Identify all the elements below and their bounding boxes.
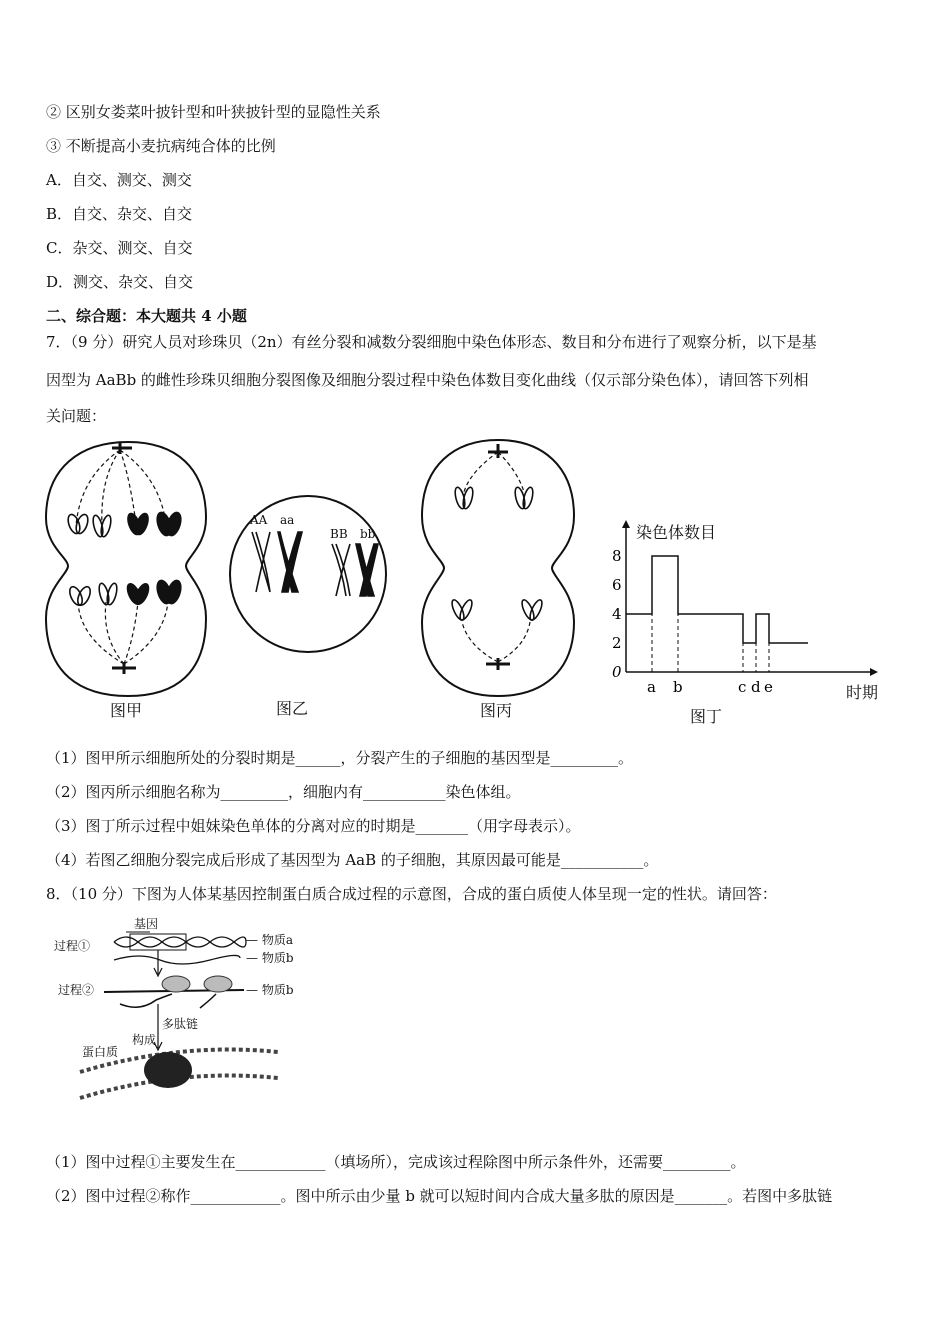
label-constitute: 构成: [132, 1033, 157, 1047]
ribosome-1: [162, 976, 190, 992]
q8-sub1: （1）图中过程①主要发生在____________（填场所），完成该过程除图中所示条件外，还需要_________。: [46, 1153, 746, 1171]
x-tick-label: d: [751, 678, 761, 696]
choice-a: A．自交、测交、测交: [46, 171, 192, 189]
spindle-bing-top: [464, 452, 524, 492]
choice-b: B．自交、杂交、自交: [46, 205, 193, 223]
tetrad-b: [332, 544, 378, 596]
y-tick-label: 2: [612, 634, 622, 652]
option-item-2: ② 区别女娄菜叶披针型和叶狭披针型的显隐性关系: [46, 103, 381, 121]
q7-sub1: （1）图甲所示细胞所处的分裂时期是______，分裂产生的子细胞的基因型是_________。: [46, 749, 634, 767]
label-substance-a: — 物质a: [246, 933, 293, 947]
q8-sub2: （2）图中过程②称作____________。图中所示由少量 b 就可以短时间内合成大量多肽的原因是_______。若图中多肽链: [46, 1187, 833, 1205]
series-line: [626, 556, 808, 643]
label-substance-b2: — 物质b: [246, 983, 294, 997]
section-title: 二、综合题：本大题共 4 小题: [46, 307, 247, 325]
label-bb: bb: [360, 527, 376, 541]
centrosome-bing-top-icon: [488, 444, 508, 458]
label-process2: 过程②: [58, 983, 95, 997]
spindle-bottom: [78, 602, 168, 664]
centrosome-bottom-icon: [112, 662, 136, 674]
x-tick-label: a: [647, 678, 656, 696]
q7-stem-line1: 7．（9 分）研究人员对珍珠贝（2n）有丝分裂和减数分裂细胞中染色体形态、数目和分布进行了观察分析，以下是基: [46, 333, 817, 351]
label-AA: AA: [250, 513, 268, 527]
x-tick-label: e: [764, 678, 773, 696]
centrosome-bing-bottom-icon: [486, 658, 510, 670]
label-polypeptide: 多肽链: [162, 1017, 199, 1031]
y-tick-label: 0: [612, 663, 622, 681]
x-tick-label: b: [673, 678, 683, 696]
caption-jia: 图甲: [110, 701, 143, 720]
label-substance-b1: — 物质b: [246, 951, 294, 965]
y-tick-label: 8: [612, 547, 622, 565]
label-gene: 基因: [134, 917, 159, 931]
mrna-strand: [114, 955, 240, 964]
spindle-top: [76, 450, 166, 526]
label-process1: 过程①: [54, 939, 91, 953]
choice-d: D．测交、杂交、自交: [46, 273, 194, 291]
chart-ding: [598, 512, 898, 732]
label-aa: aa: [280, 513, 295, 527]
cell-outline-jia: [46, 442, 206, 696]
q8-stem: 8．（10 分）下图为人体某基因控制蛋白质合成过程的示意图，合成的蛋白质使人体呈现一定的性状。请回答：: [46, 885, 777, 903]
polypeptide-chain-1: [120, 994, 172, 1007]
q7-stem-line3: 关问题：: [46, 407, 107, 425]
q7-sub2: （2）图丙所示细胞名称为_________，细胞内有___________染色体组。: [46, 783, 521, 801]
dna-double-helix: [114, 934, 246, 950]
chart-title: 图丁: [690, 707, 723, 726]
centrosome-top-icon: [112, 442, 132, 454]
y-axis-arrow-icon: [622, 520, 630, 528]
caption-bing: 图丙: [480, 701, 513, 720]
arrow-down-icon: [154, 950, 162, 976]
x-axis-arrow-icon: [870, 668, 878, 676]
membrane-protein: [144, 1052, 192, 1088]
chart-xlabel: 时期: [846, 683, 879, 702]
caption-yi: 图乙: [276, 699, 309, 718]
figure-jia: [40, 438, 220, 728]
chromosomes-top: [66, 511, 184, 538]
q7-sub4: （4）若图乙细胞分裂完成后形成了基因型为 AaB 的子细胞，其原因最可能是___________。: [46, 851, 659, 869]
chart-ylabel: 染色体数目: [636, 523, 717, 542]
figure-yi: [222, 488, 402, 728]
option-item-3: ③ 不断提高小麦抗病纯合体的比例: [46, 137, 276, 155]
figure-gene-expression: [50, 912, 330, 1122]
x-tick-label: c: [738, 678, 747, 696]
ribosome-2: [204, 976, 232, 992]
polypeptide-chain-2: [200, 994, 216, 1008]
label-BB: BB: [330, 527, 348, 541]
chromosomes-bing-top: [453, 486, 534, 509]
chromosomes-bing-bottom: [450, 598, 545, 621]
tetrad-a: [252, 532, 302, 592]
figure-bing: [414, 436, 584, 728]
y-tick-label: 6: [612, 576, 622, 594]
q7-sub3: （3）图丁所示过程中姐妹染色单体的分离对应的时期是_______（用字母表示）。: [46, 817, 581, 835]
y-tick-label: 4: [612, 605, 622, 623]
chromosomes-bottom: [67, 579, 183, 607]
label-protein: 蛋白质: [82, 1045, 119, 1059]
choice-c: C．杂交、测交、自交: [46, 239, 193, 257]
cell-outline-bing: [422, 440, 574, 696]
q7-stem-line2: 因型为 AaBb 的雌性珍珠贝细胞分裂图像及细胞分裂过程中染色体数目变化曲线（仅示部分染色体），请回答下列相: [46, 371, 809, 389]
spindle-bing-bottom: [462, 622, 530, 662]
